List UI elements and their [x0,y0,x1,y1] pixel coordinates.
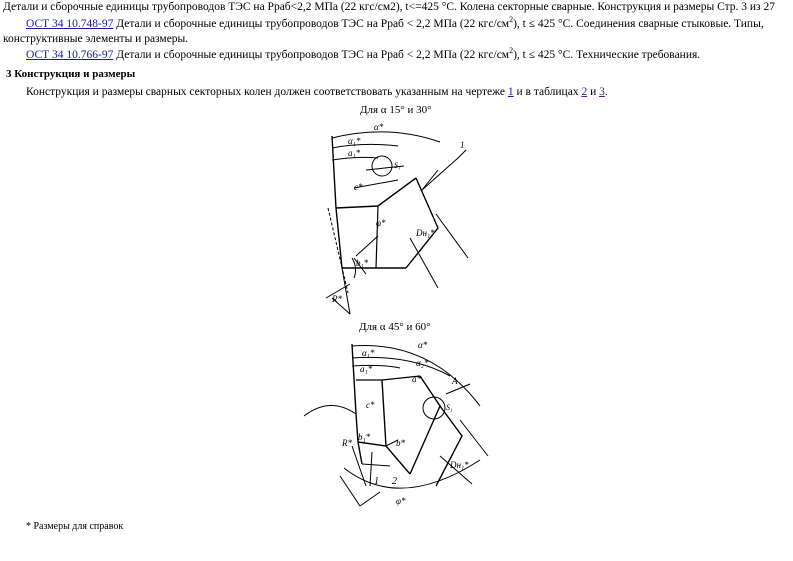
reference-2-link[interactable]: ОСТ 34 10.766-97 [26,49,114,61]
paragraph-text-end: . [604,86,608,98]
fig2-label-a1: a₁* [360,364,373,374]
reference-2-text-a: Детали и сборочные единицы трубопроводов ТЭС на Рраб < 2,2 МПа (22 кгс/см [113,49,510,61]
fig1-label-alpha: α* [374,122,384,132]
paragraph-text-mid1: и в таблицах [513,86,582,98]
fig2-label-s: S₁ [446,403,453,412]
reference-1-sup: 2 [509,15,514,25]
fig2-label-a: a* [412,374,421,384]
reference-1 [26,15,764,30]
section-title: 3 Конструкция и размеры [6,68,136,80]
reference-2-text-b: ), t ≤ 425 °С. Технические требования. [513,49,701,61]
fig2-label-n2: 2 [392,476,397,487]
page-header: Детали и сборочные единицы трубопроводов ТЭС на Рраб<2,2 МПа (22 кгс/см2), t<=425 °С. Колена секторные сварные. Конструкция и размеры Стр. 3 из 27 [3,1,775,13]
fig1-label-alpha1: α₁* [348,136,361,146]
fig1-label-callout: 1 [460,140,465,150]
fig2-label-b: b* [396,438,405,448]
reference-1-link[interactable]: ОСТ 34 10.748-97 [26,18,114,30]
fig1-label-r: R* [332,294,342,304]
footnote: * Размеры для справок [26,521,124,532]
fig2-label-alpha1: α₁* [362,348,375,358]
fig2-label-point: A [452,376,458,386]
fig2-label-b1: b₁* [358,432,371,442]
fig1-label-c: c* [354,182,363,192]
fig2-label-n1: 1 [374,476,379,487]
fig2-label-phi: φ* [396,496,406,506]
fig2-label-c: c* [366,400,375,410]
table-3-link[interactable]: 3 [599,86,605,98]
fig1-label-s: S₁ [394,161,401,170]
fig1-label-a1: a₁* [348,148,361,158]
reference-1-text-b: ), t ≤ 425 °С. Соединения сварные стыковые. Типы, [513,18,764,30]
reference-2-sup: 2 [509,46,514,56]
fig2-label-alpha2: α₂* [416,358,429,368]
table-2-link[interactable]: 2 [581,86,588,98]
reference-2 [26,46,701,61]
fig2-label-alpha: α* [418,340,428,350]
fig2-label-d: Dн₁* [450,460,469,470]
drawing-link[interactable]: 1 [507,86,514,98]
reference-1-text-a: Детали и сборочные единицы трубопроводов ТЭС на Рраб < 2,2 МПа (22 кгс/см [113,18,510,30]
paragraph-text-mid2: и [587,86,600,98]
fig1-label-d: Dн₁* [416,228,435,238]
figure-1-caption: Для α 15° и 30° [360,104,432,116]
fig1-label-b1: b₁* [356,258,369,268]
section-paragraph [26,86,608,98]
figure-2-drawing [300,336,495,516]
figure-2-caption: Для α 45° и 60° [359,321,431,333]
paragraph-text-before: Конструкция и размеры сварных секторных колен должен соответствовать указанным на чертеже [26,86,508,98]
reference-1-continuation: конструктивные элементы и размеры. [3,33,189,45]
fig2-label-r: R* [342,438,352,448]
fig1-label-phi: φ* [376,218,386,228]
figure-1-drawing [318,118,478,316]
